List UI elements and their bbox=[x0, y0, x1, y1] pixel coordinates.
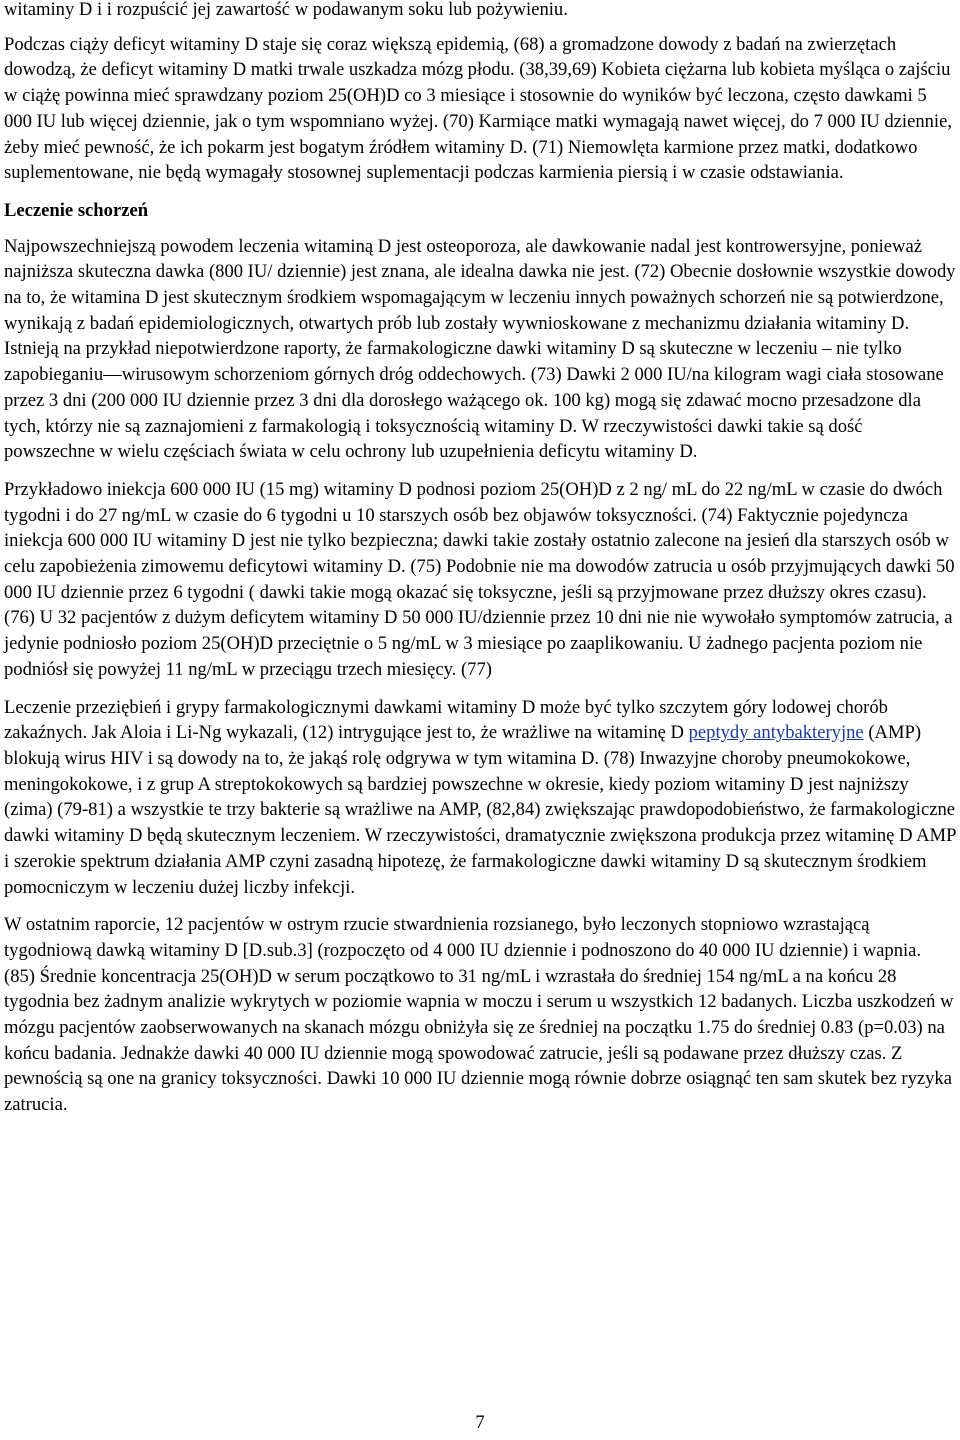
paragraph-continuation: witaminy D i i rozpuścić jej zawartość w podawanym soku lub pożywieniu. bbox=[4, 0, 568, 20]
document-page bbox=[4, 0, 956, 1130]
paragraph-infections-text-end: (AMP) blokują wirus HIV i są dowody na to, że jakąś rolę odgrywa w tym witamina D. (78) Inwazyjne choroby pneumokokowe, meningokokowe, i z grup A streptokokowych są bardziej powszechne w okresie, kiedy poziom witaminy D jest najniższy (zima) (79-81) a wszystkie te trzy bakterie są wrażliwe na AMP, (82,84) zwiększając prawdopodobieństwo, że farmakologiczne dawki witaminy D będą skutecznym leczeniem. W rzeczywistości, dramatycznie zwiększona produkcja przez witaminę D AMP i szerokie spektrum działania AMP czyni zasadną hipotezę, że farmakologiczne dawki witaminy D są skutecznym środkiem pomocniczym w leczeniu dużej liczby infekcji. bbox=[4, 722, 956, 898]
paragraph-infections-text-start: Leczenie przeziębień i grypy farmakologicznymi dawkami witaminy D może być tylko szczytem góry lodowej chorób zakaźnych. Jak Aloia i Li-Ng wykazali, (12) intrygujące jest to, że wrażliwe na witaminę D bbox=[4, 696, 888, 744]
antibacterial-peptides-link[interactable]: peptydy antybakteryjne bbox=[688, 722, 864, 744]
paragraph-pregnancy: Podczas ciąży deficyt witaminy D staje się coraz większą epidemią, (68) a gromadzone dowody z badań na zwierzętach dowodzą, że deficyt witaminy D matki trwale uszkadza mózg płodu. (38,39,69) Kobieta ciężarna lub kobieta myśląca o zajściu w ciążę powinna mieć sprawdzany poziom 25(OH)D co 3 miesiące i stosownie do wyników być leczona, często dawkami 5 000 IU lub więcej dziennie, jak o tym wspomniano wyżej. (70) Karmiące matki wymagają nawet więcej, do 7 000 IU dziennie, żeby mieć pewność, że ich pokarm jest bogatym źródłem witaminy D. (71) Niemowlęta karmione przez matki, dodatkowo suplementowane, nie będą wymagały stosownej suplementacji podczas karmienia piersią i w czasie odstawiania. bbox=[4, 33, 952, 184]
section-heading: Leczenie schorzeń bbox=[4, 199, 149, 221]
paragraph-infections bbox=[4, 695, 956, 901]
paragraph-multiple-sclerosis: W ostatnim raporcie, 12 pacjentów w ostrym rzucie stwardnienia rozsianego, było leczonych stopniowo wzrastającą tygodniową dawką witaminy D [D.sub.3] (rozpoczęto od 4 000 IU dziennie i podnoszono do 40 000 IU dziennie) i wapnia. (85) Średnie koncentracja 25(OH)D w serum początkowo to 31 ng/mL i wzrastała do średniej 154 ng/mL a na końcu 28 tygodnia bez żadnym analizie wykrytych w poziomie wapnia w moczu i serum u wszystkich 12 badanych. Liczba uszkodzeń w mózgu pacjentów zaobserwowanych na skanach mózgu obniżyła się ze średniej na początku 1.75 do średniej 0.83 (p=0.03) na końcu badania. Jednakże dawki 40 000 IU dziennie mogą spowodować zatrucie, jeśli są podawane przez dłuższy czas. Z pewnością są one na granicy toksyczności. Dawki 10 000 IU dziennie mogą równie dobrze osiągnąć ten sam skutek bez ryzyka zatrucia. bbox=[4, 914, 954, 1116]
page-number: 7 bbox=[475, 1412, 485, 1433]
paragraph-osteoporosis: Najpowszechniejszą powodem leczenia witaminą D jest osteoporoza, ale dawkowanie nadal jest kontrowersyjne, ponieważ najniższa skuteczna dawka (800 IU/ dziennie) jest znana, ale idealna dawka nie jest. (72) Obecnie dosłownie wszystkie dowody na to, że witamina D jest skutecznym środkiem wspomagającym w leczeniu innych poważnych schorzeń nie są potwierdzone, wynikają z badań epidemiologicznych, otwartych prób lub zostały wywnioskowane z mechanizmu działania witaminy D. Istnieją na przykład niepotwierdzone raporty, że farmakologiczne dawki witaminy D są skuteczne w leczeniu – nie tylko zapobieganiu—wirusowym schorzeniom górnych dróg oddechowych. (73) Dawki 2 000 IU/na kilogram wagi ciała stosowane przez 3 dni (200 000 IU dziennie przez 3 dni dla dorosłego ważącego ok. 100 kg) mogą się zdawać mocno przesadzone dla tych, którzy nie są zaznajomieni z farmakologią i toksycznością witaminy D. W rzeczywistości dawki takie są dość powszechne w wielu częściach świata w celu ochrony lub uzupełnienia deficytu witaminy D. bbox=[4, 235, 956, 463]
paragraph-injection: Przykładowo iniekcja 600 000 IU (15 mg) witaminy D podnosi poziom 25(OH)D z 2 ng/ mL do 22 ng/mL w czasie do dwóch tygodni i do 27 ng/mL w czasie do 6 tygodni u 10 starszych osób bez objawów toksyczności. (74) Faktycznie pojedyncza iniekcja 600 000 IU witaminy D jest nie tylko bezpieczna; dawki takie zostały ostatnio zalecone na jesień dla starszych osób w celu zapobieżenia zimowemu deficytowi witaminy D. (75) Podobnie nie ma dowodów zatrucia u osób przyjmujących dawki 50 000 IU dziennie przez 6 tygodni ( dawki takie mogą okazać się toksyczne, jeśli są przyjmowane przez dłuższy okres czasu). (76) U 32 pacjentów z dużym deficytem witaminy D 50 000 IU/dziennie przez 10 dni nie nie wywołało symptomów zatrucia, a jedynie podniosło poziom 25(OH)D przeciętnie o 5 ng/mL w 3 miesiące po zaaplikowaniu. U żadnego pacjenta poziom nie podniósł się powyżej 11 ng/mL w przeciągu trzech miesięcy. (77) bbox=[4, 478, 955, 680]
